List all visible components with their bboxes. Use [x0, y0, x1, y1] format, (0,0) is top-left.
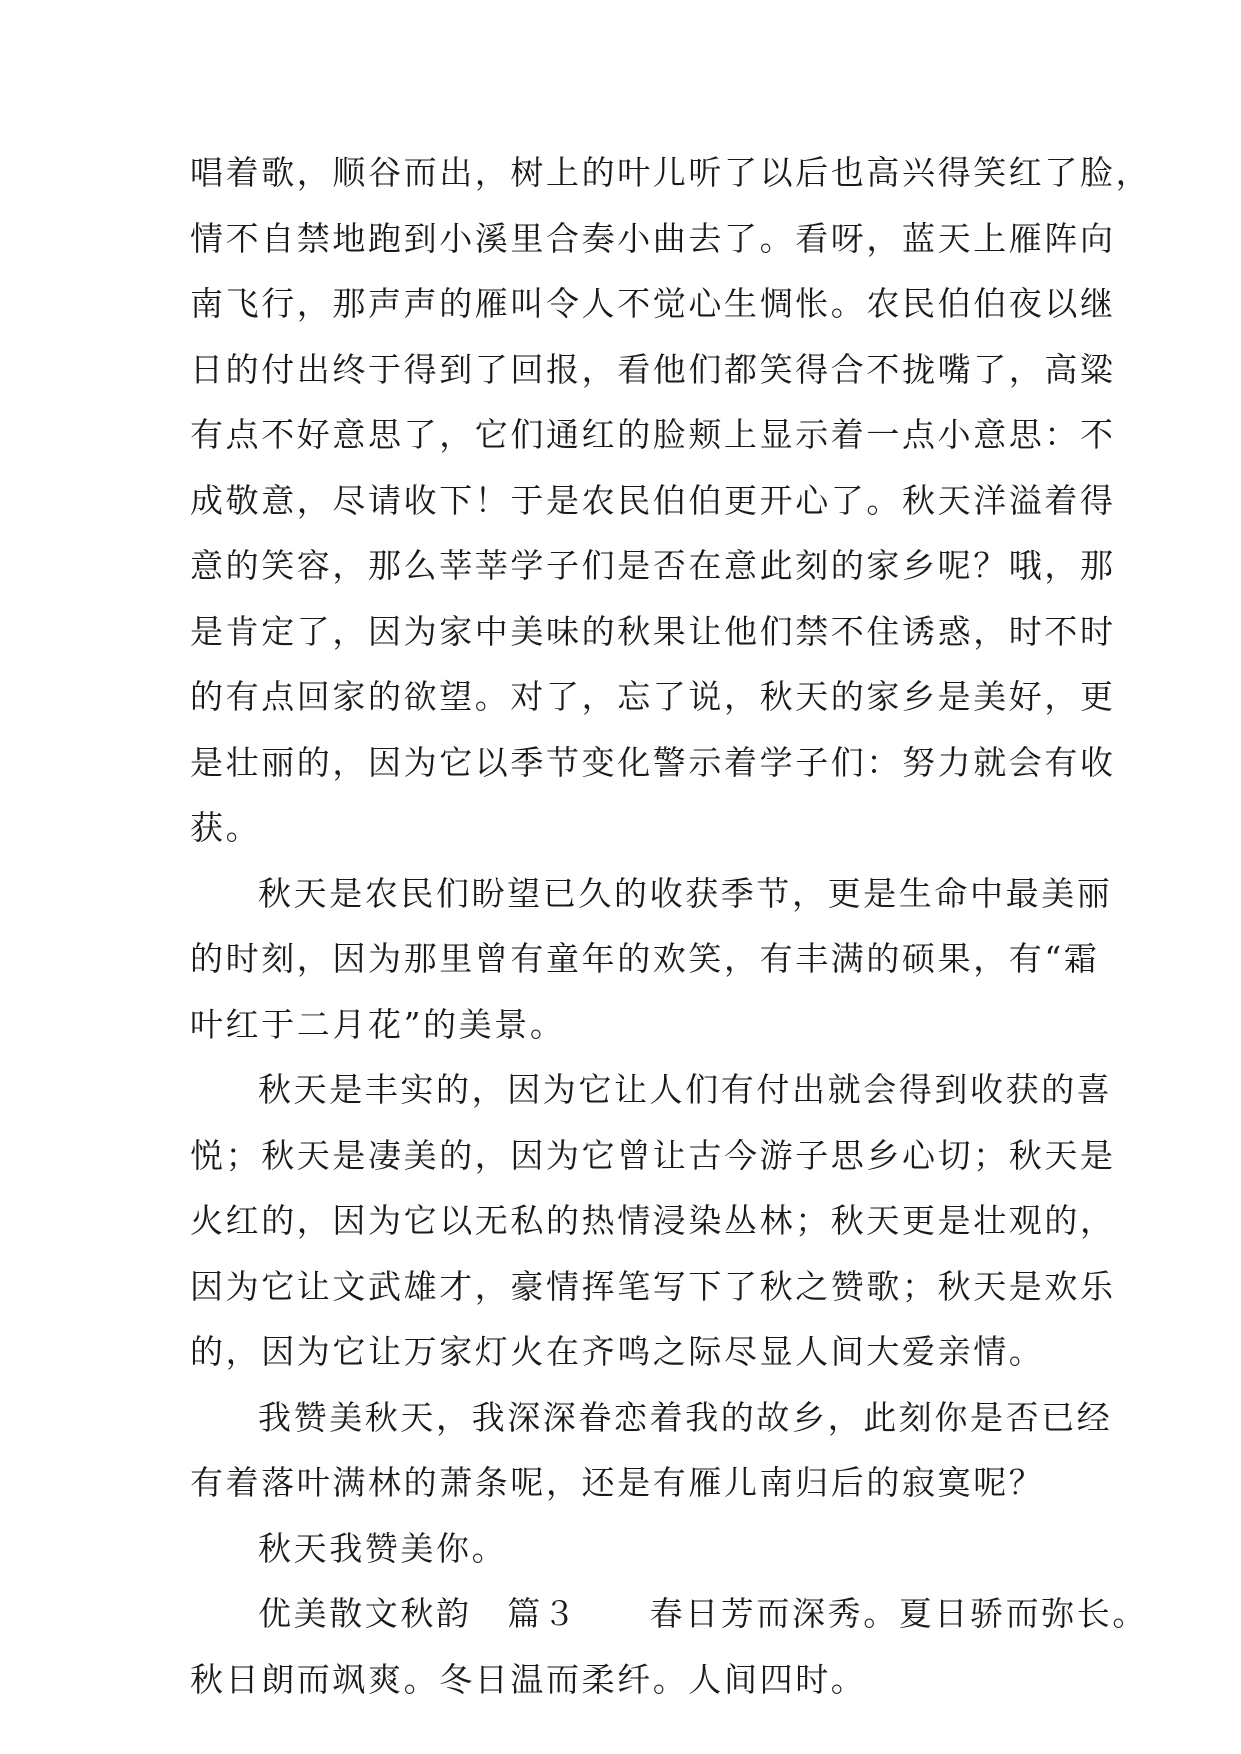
- text-line: 获。: [190, 808, 262, 847]
- text-line: 日的付出终于得到了回报，看他们都笑得合不拢嘴了，高粱: [190, 349, 1116, 389]
- text-line: 火红的，因为它以无私的热情浸染丛林；秋天更是壮观的，: [190, 1201, 1116, 1240]
- document-body: [190, 140, 1152, 1712]
- text-line: 秋日朗而飒爽。冬日温而柔纤。人间四时。: [190, 1659, 867, 1699]
- text-line: 成敬意，尽请收下！于是农民伯伯更开心了。秋天洋溢着得: [190, 480, 1116, 520]
- text-line: 南飞行，那声声的雁叫令人不觉心生惆怅。农民伯伯夜以继: [190, 284, 1116, 323]
- text-line: 情不自禁地跑到小溪里合奏小曲去了。看呀，蓝天上雁阵向: [190, 218, 1116, 258]
- paragraph-first-line: 秋天是农民们盼望已久的收获季节，更是生命中最美丽: [258, 873, 1113, 913]
- text-line: 是肯定了，因为家中美味的秋果让他们禁不住诱惑，时不时: [190, 611, 1116, 651]
- text-line: 意的笑容，那么莘莘学子们是否在意此刻的家乡呢？哦，那: [190, 546, 1116, 585]
- paragraph-first-line: 秋天我赞美你。: [258, 1528, 508, 1568]
- text-line: 的时刻，因为那里曾有童年的欢笑，有丰满的硕果，有“霜: [190, 939, 1100, 978]
- text-line: 叶红于二月花”的美景。: [190, 1004, 566, 1044]
- text-line: 唱着歌，顺谷而出，树上的叶儿听了以后也高兴得笑红了脸，: [190, 153, 1152, 192]
- paragraph-first-line: 秋天是丰实的，因为它让人们有付出就会得到收获的喜: [258, 1070, 1113, 1109]
- text-line: 有点不好意思了，它们通红的脸颊上显示着一点小意思：不: [190, 415, 1116, 454]
- text-line: 悦；秋天是凄美的，因为它曾让古今游子思乡心切；秋天是: [190, 1135, 1116, 1175]
- text-line: 有着落叶满林的萧条呢，还是有雁儿南归后的寂寞呢？: [190, 1463, 1045, 1502]
- text-line: 的有点回家的欲望。对了，忘了说，秋天的家乡是美好，更: [190, 677, 1116, 716]
- text-line: 是壮丽的，因为它以季节变化警示着学子们：努力就会有收: [190, 742, 1116, 782]
- text-line: 因为它让文武雄才，豪情挥笔写下了秋之赞歌；秋天是欢乐: [190, 1266, 1116, 1306]
- paragraph-first-line: 我赞美秋天，我深深眷恋着我的故乡，此刻你是否已经: [258, 1397, 1113, 1437]
- text-line: 的，因为它让万家灯火在齐鸣之际尽显人间大爱亲情。: [190, 1332, 1045, 1371]
- section-heading-line: 优美散文秋韵 篇３ 春日芳而深秀。夏日骄而弥长。: [258, 1594, 1148, 1633]
